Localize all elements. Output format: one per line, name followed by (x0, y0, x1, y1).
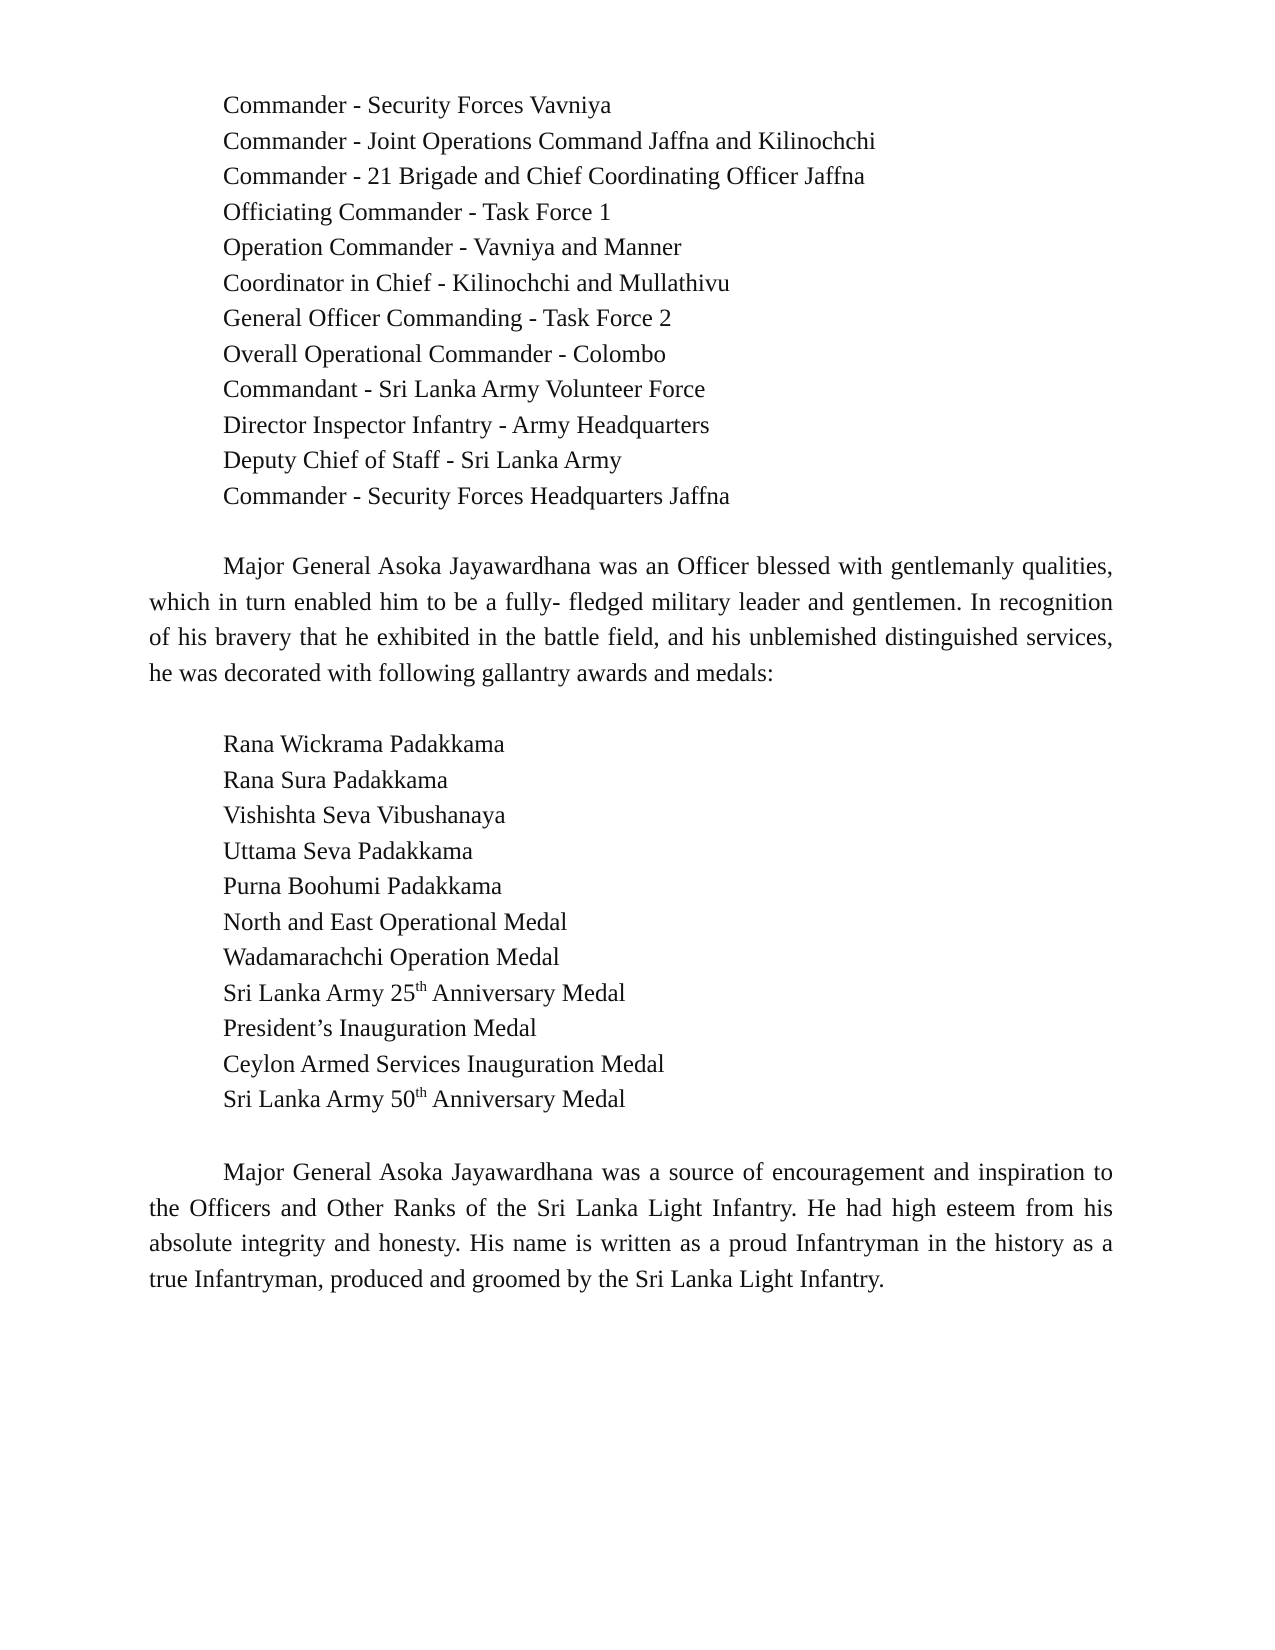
medal-text: Anniversary Medal (427, 1086, 626, 1113)
medal-item: Wadamarachchi Operation Medal (223, 944, 560, 971)
appointments-list (223, 88, 1123, 514)
paragraph-tribute: Major General Asoka Jayawardhana was a source of encouragement and inspiration to the Officers and Other Ranks of the Sri Lanka Light Infantry. He had high esteem from his absolute integrity and honesty. His name is written as a proud Infantryman in the history as a true Infantryman, produced and groomed by the Sri Lanka Light Infantry. (149, 1159, 1113, 1293)
medal-text: Sri Lanka Army 50 (223, 1086, 416, 1113)
appointment-item: Commandant - Sri Lanka Army Volunteer Force (223, 376, 706, 403)
appointment-item: General Officer Commanding - Task Force 2 (223, 305, 672, 332)
medal-item: Uttama Seva Padakkama (223, 837, 473, 865)
appointment-item: Overall Operational Commander - Colombo (223, 340, 666, 368)
medal-item: North and East Operational Medal (223, 908, 568, 936)
medal-item: Ceylon Armed Services Inauguration Medal (223, 1050, 665, 1078)
ordinal-suffix: th (415, 978, 428, 995)
medal-item: Vishishta Seva Vibushanaya (223, 802, 506, 829)
medal-text: Anniversary Medal (427, 979, 626, 1007)
medals-list (223, 727, 1123, 1118)
medal-text: Sri Lanka Army 25 (223, 979, 416, 1007)
appointment-item: Commander - Security Forces Headquarters Jaffna (223, 482, 731, 510)
medal-item: Purna Boohumi Padakkama (223, 873, 503, 900)
appointment-item: Commander - Joint Operations Command Jaffna and Kilinochchi (223, 127, 876, 155)
appointment-item: Deputy Chief of Staff - Sri Lanka Army (223, 447, 622, 474)
medal-item: President’s Inauguration Medal (223, 1015, 537, 1042)
appointment-item: Director Inspector Infantry - Army Headquarters (223, 411, 710, 439)
medal-item (223, 976, 1123, 1012)
medal-item: Rana Sura Padakkama (223, 766, 448, 794)
paragraph-awards-intro: Major General Asoka Jayawardhana was an Officer blessed with gentlemanly qualities, which in turn enabled him to be a fully- fledged military leader and gentlemen. In recognition of his bravery that he exhibited in the battle field, and his unblemished distinguished services, he was decorated with following gallantry awards and medals: (149, 553, 1113, 687)
appointment-item: Operation Commander - Vavniya and Manner (223, 234, 682, 261)
appointment-item: Commander - Security Forces Vavniya (223, 92, 612, 119)
medal-item: Rana Wickrama Padakkama (223, 731, 505, 758)
appointment-item: Commander - 21 Brigade and Chief Coordinating Officer Jaffna (223, 163, 865, 190)
medal-item (223, 1082, 1123, 1118)
appointment-item: Officiating Commander - Task Force 1 (223, 198, 612, 226)
appointment-item: Coordinator in Chief - Kilinochchi and Mullathivu (223, 269, 730, 297)
ordinal-suffix: th (415, 1085, 428, 1101)
